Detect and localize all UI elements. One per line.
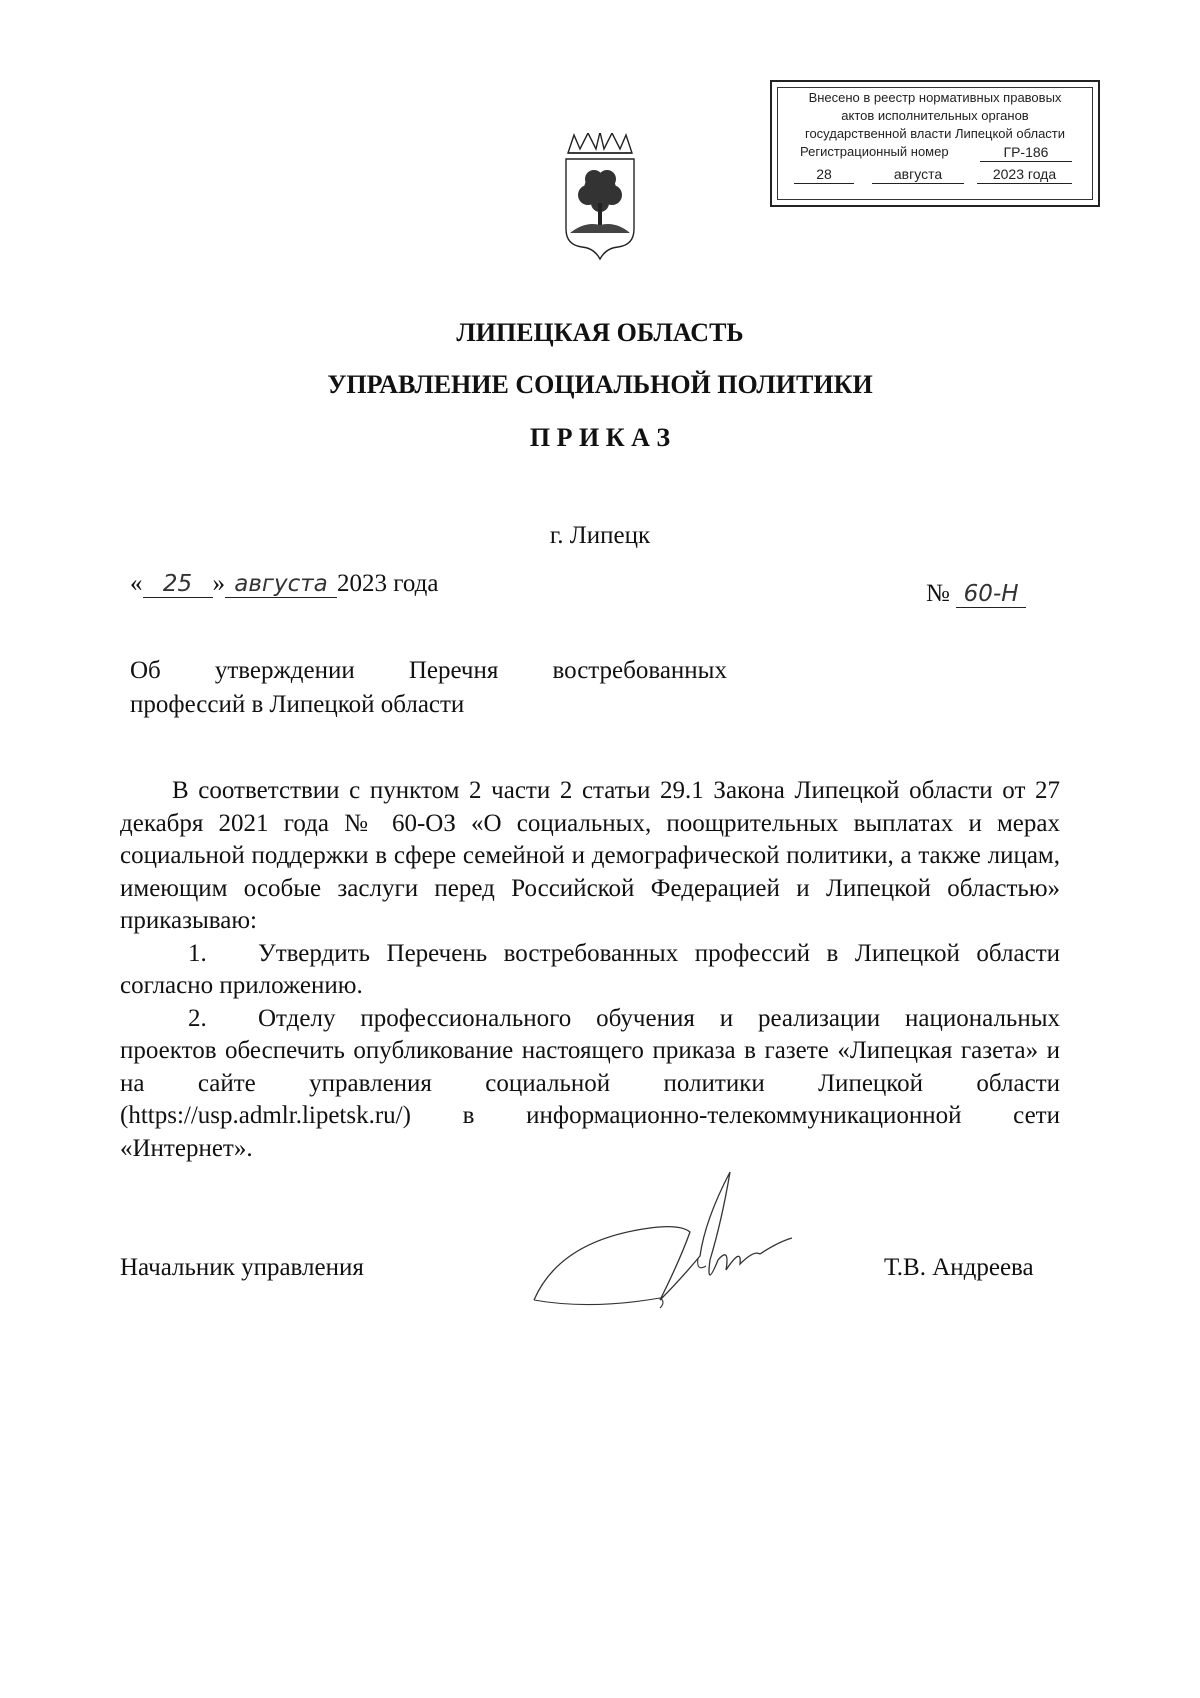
stamp-day: 28 xyxy=(794,165,854,184)
region-heading: ЛИПЕЦКАЯ ОБЛАСТЬ xyxy=(456,318,744,347)
date-year: 2023 года xyxy=(337,570,439,597)
item-number: 1. xyxy=(188,939,207,967)
subject-word: утверждении xyxy=(214,657,355,684)
subject-word: востребованных xyxy=(552,657,727,684)
stamp-line-1: Внесено в реестр нормативных правовых xyxy=(808,90,1062,105)
order-item-1 xyxy=(120,938,1060,1003)
coat-of-arms-emblem xyxy=(560,133,640,263)
department-heading: УПРАВЛЕНИЕ СОЦИАЛЬНОЙ ПОЛИТИКИ xyxy=(327,370,873,399)
stamp-month: августа xyxy=(872,165,964,184)
date-open-quote: « xyxy=(130,570,143,597)
date-day-handwritten: 25 xyxy=(143,571,213,598)
subject-word: Об xyxy=(130,657,161,684)
signatory-title: Начальник управления xyxy=(120,1254,364,1281)
stamp-line-2: актов исполнительных органов xyxy=(841,108,1029,123)
date-close-quote: » xyxy=(212,570,225,597)
item-text: Утвердить Перечень востребованных профессий в Липецкой области согласно приложению. xyxy=(120,939,1060,999)
item-text: Отделу профессионального обучения и реализации национальных проектов обеспечить опубликование настоящего приказа в газете «Липецкая газета» и на сайте управления социальной политики Липецкой области (https://usp.admlr.lipetsk.ru/) в информационно-телекоммуникационной сети «Интернет». xyxy=(120,1004,1060,1162)
date-month-handwritten: августа xyxy=(225,571,337,598)
stamp-year: 2023 года xyxy=(977,165,1072,184)
registry-stamp xyxy=(770,80,1100,207)
handwritten-signature xyxy=(530,1160,800,1320)
stamp-reg-number: ГР-186 xyxy=(980,143,1072,162)
order-number xyxy=(926,580,1026,608)
subject-line-2: профессий в Липецкой области xyxy=(130,691,465,718)
order-body xyxy=(120,775,1060,1165)
stamp-reg-label: Регистрационный номер xyxy=(800,144,949,159)
order-date xyxy=(130,570,438,598)
subject-word: Перечня xyxy=(408,657,499,684)
number-label: № xyxy=(926,580,950,607)
stamp-line-3: государственной власти Липецкой области xyxy=(804,126,1066,141)
subject-line-1 xyxy=(130,654,727,688)
document-type-heading: П Р И К А З xyxy=(529,423,671,452)
city-label: г. Липецк xyxy=(549,522,651,549)
intro-paragraph: В соответствии с пунктом 2 части 2 статьи 29.1 Закона Липецкой области от 27 декабря 2021 года № 60-ОЗ «О социальных, поощрительных выплатах и мерах социальной поддержки в сфере семейной и демографической политики, а также лицам, имеющим особые заслуги перед Российской Федерацией и Липецкой областью» приказываю: xyxy=(120,777,1060,934)
number-value-handwritten: 60-Н xyxy=(956,581,1026,608)
order-item-2 xyxy=(120,1003,1060,1166)
order-subject xyxy=(130,654,727,722)
signatory-name: Т.В. Андреева xyxy=(884,1254,1034,1281)
item-number: 2. xyxy=(188,1004,207,1032)
